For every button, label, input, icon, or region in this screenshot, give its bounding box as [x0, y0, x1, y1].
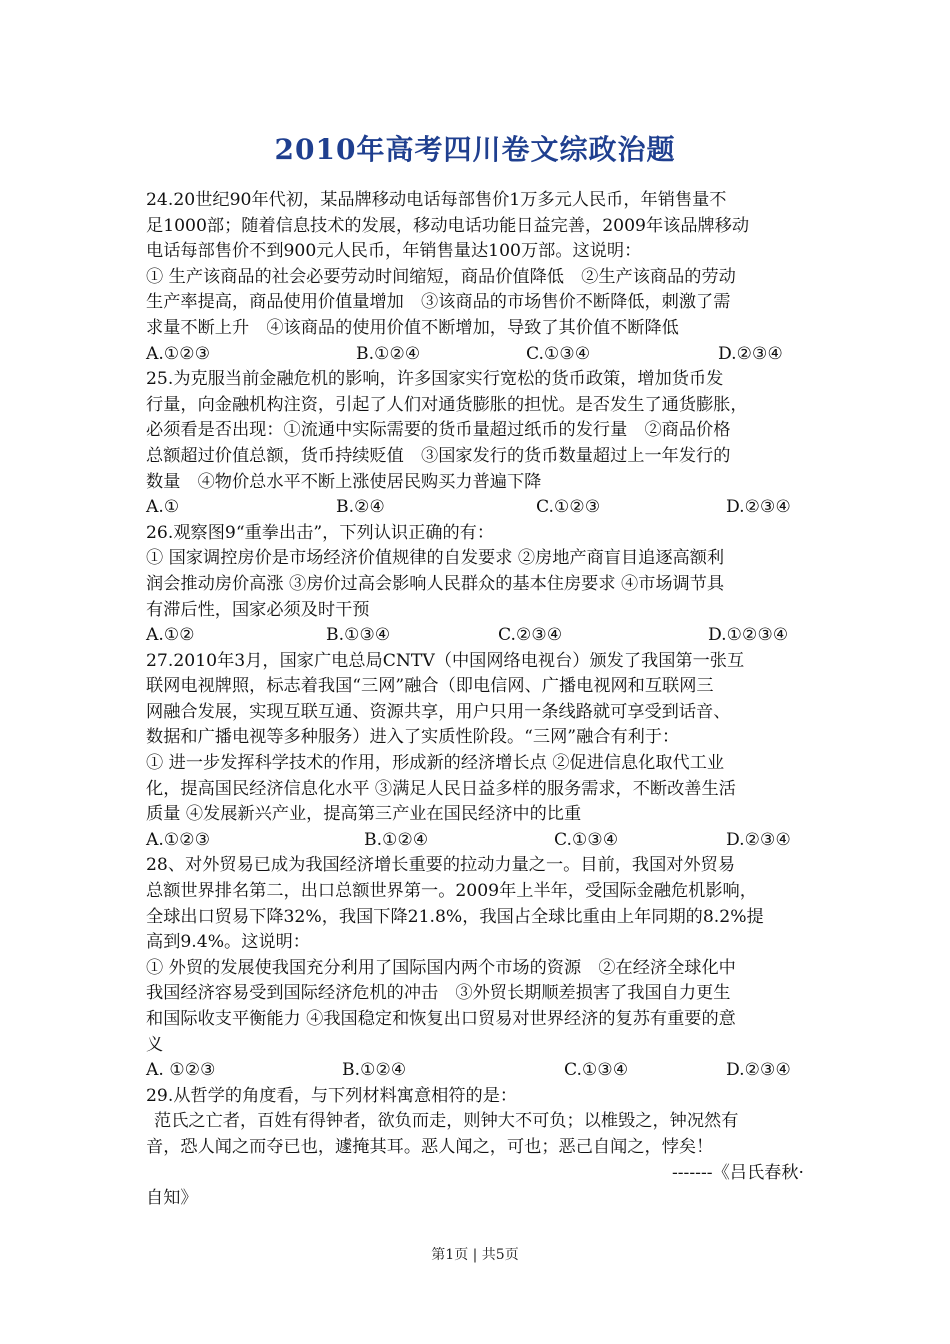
- option-a: A.①②③: [146, 343, 211, 364]
- answer-options: [146, 623, 808, 649]
- option-d: D.②③④: [726, 829, 791, 850]
- quoted-passage-line: 范氏之亡者，百姓有得钟者，欲负而走，则钟大不可负；以椎毁之，钟况然有: [154, 1111, 739, 1132]
- question-text-line: 总额超过价值总额，货币持续贬值 ③国家发行的货币数量超过上一年发行的: [146, 445, 731, 466]
- question-text-line: 行量，向金融机构注资，引起了人们对通货膨胀的担忧。是否发生了通货膨胀，: [146, 394, 748, 415]
- question-text-line: 有滞后性，国家必须及时干预: [146, 599, 370, 620]
- question-text-line: 数量 ④物价总水平不断上涨使居民购买力普遍下降: [146, 471, 542, 492]
- option-d: D.②③④: [718, 343, 783, 364]
- question-text-line: 化，提高国民经济信息化水平 ③满足人民日益多样的服务需求，不断改善生活: [146, 778, 736, 799]
- page-footer: 第1页 | 共5页: [431, 1247, 519, 1263]
- answer-options: [146, 1058, 808, 1084]
- question-text-line: 足1000部；随着信息技术的发展，移动电话功能日益完善，2009年该品牌移动: [146, 215, 750, 236]
- question-24: [146, 188, 808, 367]
- question-text-line: 总额世界排名第二，出口总额世界第一。2009年上半年，受国际金融危机影响，: [146, 881, 757, 902]
- option-a: A.①: [146, 497, 180, 518]
- question-text-line: 网融合发展，实现互联互通、资源共享，用户只用一条线路就可享受到话音、: [146, 701, 731, 722]
- option-c: C.①③④: [526, 343, 591, 364]
- question-text-line: 联网电视牌照，标志着我国“三网”融合（即电信网、广播电视网和互联网三: [146, 676, 714, 697]
- option-c: C.①②③: [536, 497, 601, 518]
- option-b: B.①②④: [342, 1060, 407, 1081]
- question-27: [146, 649, 808, 854]
- question-text-line: 义: [146, 1034, 164, 1055]
- document-title: 2010年高考四川卷文综政治题: [274, 133, 676, 166]
- document-body: [146, 188, 808, 1212]
- question-text-line: 高到9.4%。这说明：: [146, 932, 310, 953]
- question-25: [146, 367, 808, 521]
- question-text-line: 26.观察图9“重拳出击”，下列认识正确的有：: [146, 522, 495, 543]
- answer-options: [146, 828, 808, 854]
- question-text-line: 和国际收支平衡能力 ④我国稳定和恢复出口贸易对世界经济的复苏有重要的意: [146, 1009, 736, 1029]
- question-text-line: 质量 ④发展新兴产业，提高第三产业在国民经济中的比重: [146, 804, 582, 825]
- question-text-line: 生产率提高，商品使用价值量增加 ③该商品的市场售价不断降低，刺激了需: [146, 292, 731, 313]
- option-d: D.②③④: [726, 1060, 791, 1081]
- option-a: A.①②③: [146, 829, 211, 850]
- question-text-line: 25.为克服当前金融危机的影响，许多国家实行宽松的货币政策，增加货币发: [146, 369, 724, 390]
- option-b: B.①②④: [356, 343, 421, 364]
- question-26: [146, 521, 808, 649]
- option-c: C.②③④: [498, 625, 563, 646]
- answer-options: [146, 342, 808, 368]
- question-text-line: 29.从哲学的角度看，与下列材料寓意相符的是：: [146, 1085, 518, 1106]
- question-29: [146, 1084, 808, 1212]
- question-text-line: 电话每部售价不到900元人民币，年销售量达100万部。这说明：: [146, 241, 642, 262]
- option-d: D.②③④: [726, 497, 791, 518]
- answer-options: [146, 495, 808, 521]
- question-text-line: 我国经济容易受到国际经济危机的冲击 ③外贸长期顺差损害了我国自力更生: [146, 983, 731, 1004]
- question-text-line: ① 进一步发挥科学技术的作用，形成新的经济增长点 ②促进信息化取代工业: [146, 753, 725, 774]
- question-28: [146, 853, 808, 1083]
- quote-source: -------《吕氏春秋·: [671, 1162, 804, 1183]
- option-b: B.①③④: [326, 625, 391, 646]
- question-text-line: 28、对外贸易已成为我国经济增长重要的拉动力量之一。目前，我国对外贸易: [146, 855, 736, 876]
- question-text-line: 27.2010年3月，国家广电总局CNTV（中国网络电视台）颁发了我国第一张互: [146, 650, 745, 671]
- option-d: D.①②③④: [708, 625, 789, 646]
- question-text-line: 必须看是否出现：①流通中实际需要的货币量超过纸币的发行量 ②商品价格: [146, 420, 731, 441]
- quoted-passage-line: 音，恐人闻之而夺已也，遽掩其耳。恶人闻之，可也；恶己自闻之，悖矣！: [146, 1136, 714, 1157]
- option-b: B.②④: [336, 497, 385, 518]
- question-text-line: ① 生产该商品的社会必要劳动时间缩短，商品价值降低 ②生产该商品的劳动: [146, 266, 736, 287]
- option-c: C.①③④: [564, 1060, 629, 1081]
- question-text-line: 求量不断上升 ④该商品的使用价值不断增加，导致了其价值不断降低: [146, 317, 679, 338]
- question-text-line: 全球出口贸易下降32%，我国下降21.8%，我国占全球比重由上年同期的8.2%提: [146, 906, 764, 927]
- quote-source-continued: 自知》: [146, 1188, 198, 1209]
- option-c: C.①③④: [554, 829, 619, 850]
- question-text-line: 润会推动房价高涨 ③房价过高会影响人民群众的基本住房要求 ④市场调节具: [146, 573, 725, 594]
- question-text-line: 数据和广播电视等多种服务）进入了实质性阶段。“三网”融合有利于：: [146, 727, 680, 748]
- option-b: B.①②④: [364, 829, 429, 850]
- question-text-line: ① 外贸的发展使我国充分利用了国际国内两个市场的资源 ②在经济全球化中: [146, 957, 736, 978]
- option-a: A. ①②③: [146, 1060, 216, 1081]
- question-text-line: 24.20世纪90年代初，某品牌移动电话每部售价1万多元人民币，年销售量不: [146, 190, 727, 210]
- option-a: A.①②: [146, 625, 195, 646]
- question-text-line: ① 国家调控房价是市场经济价值规律的自发要求 ②房地产商盲目追逐高额利: [146, 548, 725, 569]
